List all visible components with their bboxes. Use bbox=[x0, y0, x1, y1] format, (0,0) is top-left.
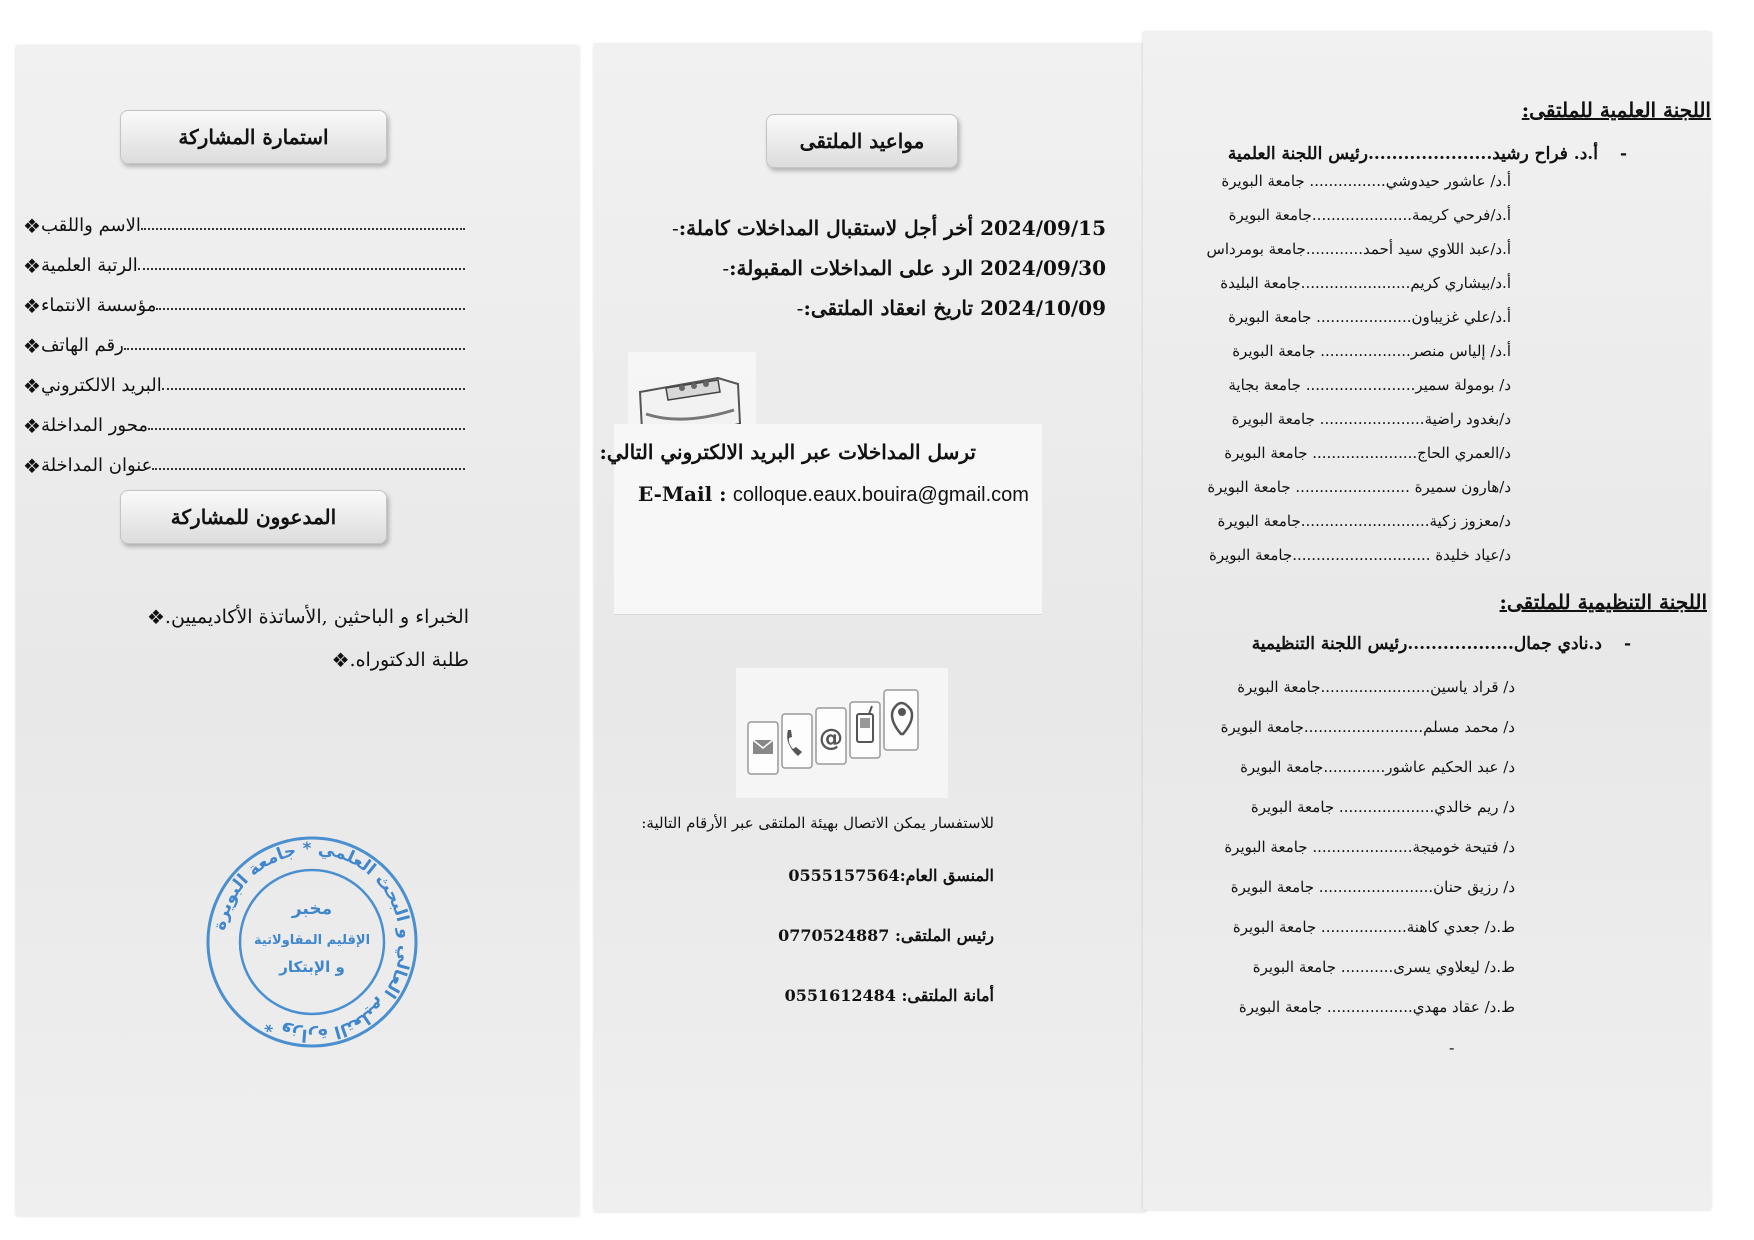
scientific-member: أ.د/بيشاري كريم.......................جامعة البليدة bbox=[1220, 274, 1511, 292]
diamond-bullet-icon: ❖ bbox=[23, 374, 41, 398]
contact-secretariat: أمانة الملتقى: 0551612484 bbox=[784, 986, 994, 1005]
organizing-member: د/ محمد مسلم.........................جامعة البويرة bbox=[1220, 718, 1515, 736]
invited-title: المدعوون للمشاركة bbox=[120, 490, 387, 544]
fill-in-line[interactable] bbox=[141, 227, 465, 230]
invited-item-experts: ❖ الخبراء و الباحثين ,الأساتذة الأكاديميين. bbox=[146, 605, 469, 629]
fill-in-line[interactable] bbox=[156, 307, 465, 310]
svg-text:الإقليم المقاولاتية: الإقليم المقاولاتية bbox=[253, 933, 371, 948]
dates-title: مواعيد الملتقى bbox=[766, 114, 958, 168]
diamond-bullet-icon: ❖ bbox=[23, 454, 41, 478]
scientific-member: أ.د/عبد اللاوي سيد أحمد............جامعة بومرداس bbox=[1206, 240, 1511, 258]
organizing-committee-head: -د.نادي جمال..................رئيس اللجنة التنظيمية bbox=[1251, 634, 1631, 654]
diamond-bullet-icon: ❖ bbox=[331, 648, 350, 672]
scientific-member: د/هارون سميرة ........................ جامعة البويرة bbox=[1207, 478, 1511, 496]
at-sign-icon bbox=[819, 724, 843, 752]
svg-text:@: @ bbox=[819, 724, 843, 752]
envelope-icon bbox=[753, 740, 773, 754]
email-field[interactable]: ❖ البريد الالكتروني bbox=[9, 366, 469, 396]
diamond-bullet-icon: ❖ bbox=[23, 334, 41, 358]
title-field[interactable]: ❖ عنوان المداخلة bbox=[9, 446, 469, 476]
diamond-bullet-icon: ❖ bbox=[23, 414, 41, 438]
scientific-committee-title: اللجنة العلمية للملتقى: bbox=[1521, 98, 1711, 122]
phone-field[interactable]: ❖ رقم الهاتف bbox=[9, 326, 469, 356]
contact-chair: رئيس الملتقى: 0770524887 bbox=[778, 926, 994, 945]
organizing-member: ط.د/ عقاد مهدي.................. جامعة البويرة bbox=[1238, 998, 1515, 1016]
submission-text: ترسل المداخلات عبر البريد الالكتروني التالي: bbox=[599, 440, 976, 464]
contact-intro: للاستفسار يمكن الاتصال بهيئة الملتقى عبر الأرقام التالية: bbox=[641, 814, 994, 832]
scientific-member: د/بغدود راضية...................... جامعة البويرة bbox=[1231, 410, 1511, 428]
contact-icons-group bbox=[736, 668, 948, 798]
lab-stamp bbox=[202, 832, 422, 1052]
email-address[interactable]: colloque.eaux.bouira@gmail.com bbox=[732, 484, 1029, 506]
diamond-bullet-icon: ❖ bbox=[23, 214, 41, 238]
fill-in-line[interactable] bbox=[124, 347, 465, 350]
date-response: - الرد على المداخلات المقبولة: 2024/09/30 bbox=[722, 256, 1106, 280]
committees-panel bbox=[1143, 32, 1711, 1210]
submission-email-line: E-Mail : colloque.eaux.bouira@gmail.com bbox=[638, 482, 1029, 506]
invited-item-phd: ❖ طلبة الدكتوراه. bbox=[331, 648, 469, 672]
scientific-member: د/عياد خليدة .............................جامعة البويرة bbox=[1208, 546, 1511, 564]
scientific-member: أ.د/ عاشور حيدوشي................ جامعة البويرة bbox=[1221, 172, 1511, 190]
organizing-member: د/ قراد ياسين.......................جامعة البويرة bbox=[1237, 678, 1515, 696]
fill-in-line[interactable] bbox=[148, 427, 465, 430]
svg-text:وزارة التعليم العالي و البحث ا: وزارة التعليم العالي و البحث العلمي * جامعة البويرة * bbox=[209, 838, 416, 1046]
scientific-member: أ.د/علي غزيباون.................... جامعة البويرة bbox=[1228, 308, 1511, 326]
scientific-member: أ.د/ إلياس منصر................... جامعة البويرة bbox=[1232, 342, 1511, 360]
scientific-committee-head: -أ.د. فراح رشيد.....................رئيس اللجنة العلمية bbox=[1227, 144, 1627, 164]
rank-field[interactable]: ❖ الرتبة العلمية bbox=[9, 246, 469, 276]
organizing-member: د/ ريم خالدي.................... جامعة البويرة bbox=[1250, 798, 1515, 816]
diamond-bullet-icon: ❖ bbox=[146, 605, 165, 629]
dates-panel bbox=[594, 44, 1146, 1212]
organizing-member: د/ رزيق حنان........................ جامعة البويرة bbox=[1230, 878, 1515, 896]
organizing-member: ط.د/ جعدي كاهنة.................. جامعة البويرة bbox=[1232, 918, 1515, 936]
contact-general-coordinator: المنسق العام:0555157564 bbox=[788, 866, 994, 885]
participation-panel bbox=[16, 46, 579, 1216]
date-deadline: - أخر أجل لاستقبال المداخلات كاملة: 2024/09/15 bbox=[672, 216, 1106, 240]
fill-in-line[interactable] bbox=[138, 267, 465, 270]
institution-field[interactable]: ❖ مؤسسة الانتماء bbox=[9, 286, 469, 316]
diamond-bullet-icon: ❖ bbox=[23, 254, 41, 278]
diamond-bullet-icon: ❖ bbox=[23, 294, 41, 318]
participation-title: استمارة المشاركة bbox=[120, 110, 387, 164]
fill-in-line[interactable] bbox=[152, 467, 465, 470]
organizing-member: د/ فتيحة خوميجة..................... جامعة البويرة bbox=[1224, 838, 1515, 856]
date-event: - تاريخ انعقاد الملتقى: 2024/10/09 bbox=[796, 296, 1106, 320]
fill-in-line[interactable] bbox=[162, 387, 465, 390]
organizing-member: ط.د/ ليعلاوي يسرى........... جامعة البويرة bbox=[1252, 958, 1515, 976]
organizing-member: د/ عبد الحكيم عاشور.............جامعة البويرة bbox=[1240, 758, 1515, 776]
scientific-member: د/العمري الحاج...................... جامعة البويرة bbox=[1224, 444, 1511, 462]
trailing-dash: - bbox=[1449, 1038, 1455, 1057]
svg-text:و الإبتكار: و الإبتكار bbox=[279, 958, 345, 976]
axis-field[interactable]: ❖ محور المداخلة bbox=[9, 406, 469, 436]
scientific-member: أ.د/فرحي كريمة.....................جامعة البويرة bbox=[1228, 206, 1511, 224]
organizing-committee-title: اللجنة التنظيمية للملتقى: bbox=[1499, 590, 1707, 614]
name-field[interactable]: ❖ الاسم واللقب bbox=[9, 206, 469, 236]
scientific-member: د/ بومولة سمير....................... جامعة بجاية bbox=[1228, 376, 1511, 394]
svg-text:مخبر: مخبر bbox=[291, 899, 333, 919]
scientific-member: د/معزوز زكية...........................جامعة البويرة bbox=[1217, 512, 1511, 530]
